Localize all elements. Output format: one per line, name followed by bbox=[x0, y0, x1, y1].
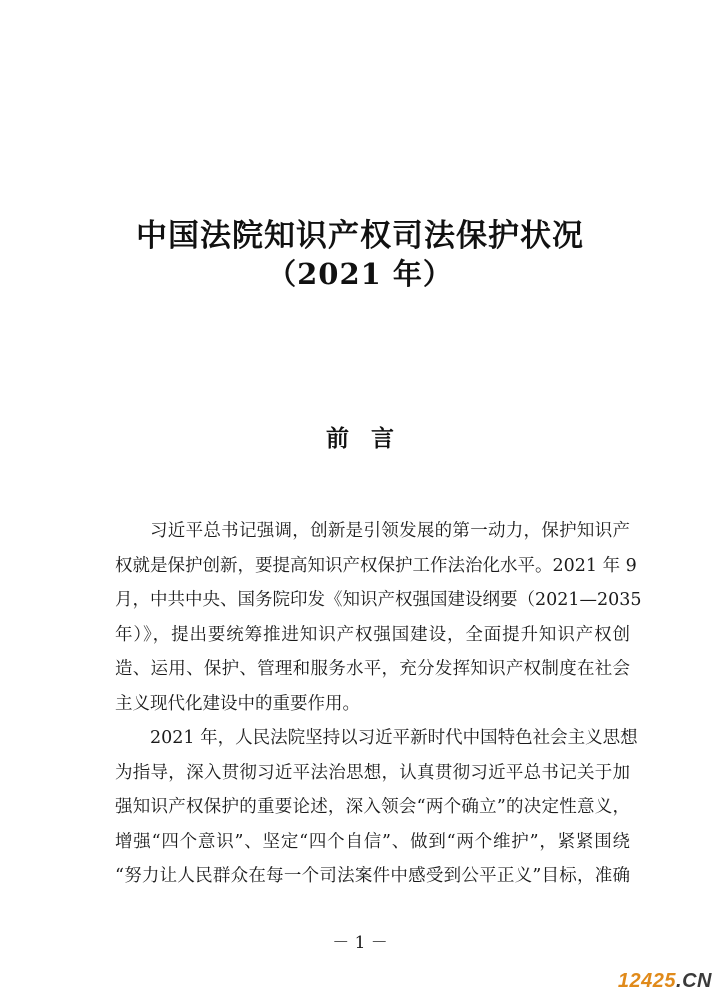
section-heading-char: 言 bbox=[371, 425, 394, 452]
site-watermark-logo bbox=[618, 970, 712, 993]
paragraph-line: 习近平总书记强调，创新是引领发展的第一动力，保护知识产 bbox=[150, 521, 630, 541]
document-subtitle-year: （2021 年） bbox=[267, 257, 453, 291]
paragraph-line: 强知识产权保护的重要论述，深入领会“两个确立”的决定性意义， bbox=[115, 797, 630, 817]
section-heading-char: 前 bbox=[326, 425, 349, 452]
paragraph-line: 年）》，提出要统筹推进知识产权强国建设，全面提升知识产权创 bbox=[115, 624, 630, 645]
watermark-number: 12425 bbox=[617, 970, 677, 992]
paragraph-line: 2021 年，人民法院坚持以习近平新时代中国特色社会主义思想 bbox=[150, 728, 638, 748]
paragraph-2 bbox=[115, 721, 638, 894]
paragraph-line: “努力让人民群众在每一个司法案件中感受到公平正义”目标，准确 bbox=[115, 866, 630, 886]
paragraph-1 bbox=[115, 514, 642, 721]
section-heading-preface bbox=[0, 420, 720, 453]
paragraph-line: 月，中共中央、国务院印发《知识产权强国建设纲要（2021—2035 bbox=[115, 590, 642, 610]
watermark-domain: .CN bbox=[676, 970, 712, 992]
paragraph-line: 主义现代化建设中的重要作用。 bbox=[115, 693, 360, 714]
paragraph-line: 为指导，深入贯彻习近平法治思想，认真贯彻习近平总书记关于加 bbox=[115, 762, 630, 783]
paragraph-line: 权就是保护创新，要提高知识产权保护工作法治化水平。2021 年 9 bbox=[115, 555, 637, 576]
paragraph-line: 增强“四个意识”、坚定“四个自信”、做到“两个维护”，紧紧围绕 bbox=[115, 831, 630, 852]
page-number: － 1 － bbox=[332, 933, 388, 953]
paragraph-line: 造、运用、保护、管理和服务水平，充分发挥知识产权制度在社会 bbox=[115, 659, 630, 679]
document-title: 中国法院知识产权司法保护状况 bbox=[136, 218, 584, 254]
